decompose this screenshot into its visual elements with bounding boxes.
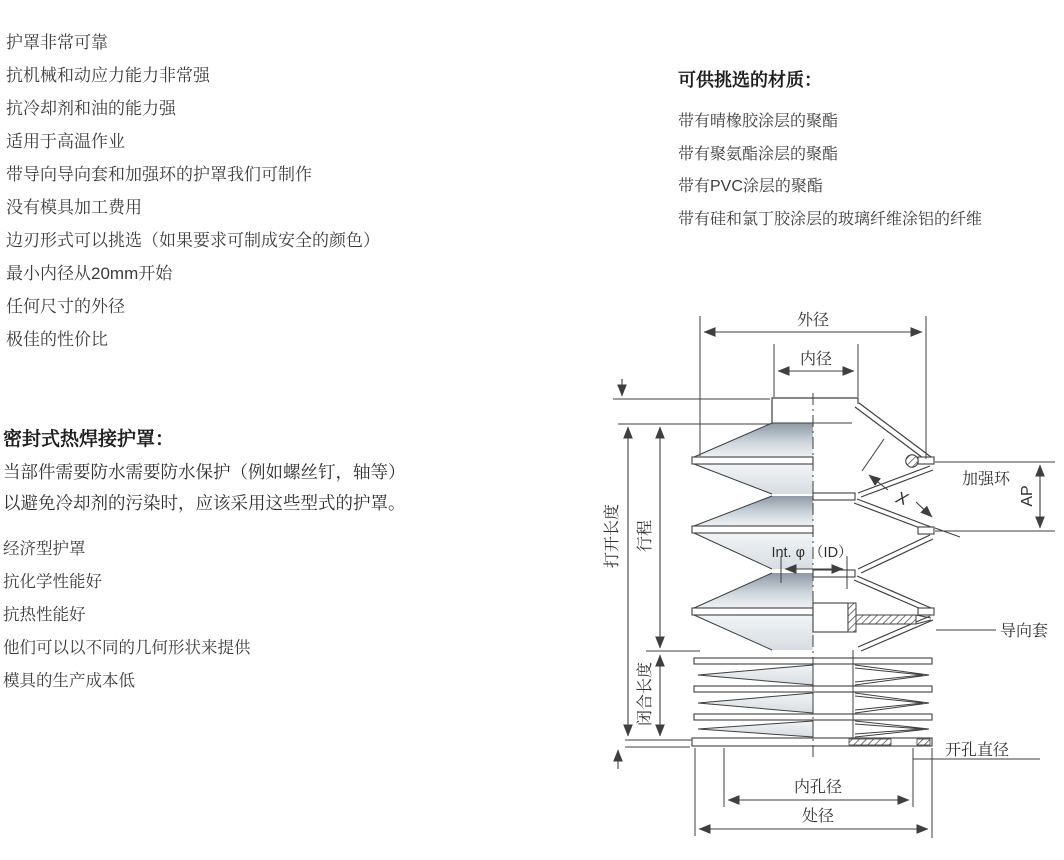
- feature-item: 没有模具加工费用: [6, 198, 142, 217]
- material-item: 带有PVC涂层的聚酯: [678, 178, 823, 195]
- feature-item: 带导向导向套和加强环的护罩我们可制作: [6, 165, 312, 184]
- material-item: 带有聚氨酯涂层的聚酯: [678, 145, 839, 163]
- dim-label-guide-sleeve: 导向套: [1000, 623, 1049, 640]
- material-item: 带有晴橡胶涂层的聚酯: [678, 113, 839, 130]
- dim-label-x: X: [893, 487, 911, 510]
- sealed-cover-item: 模具的生产成本低: [3, 672, 135, 690]
- feature-item: 抗冷却剂和油的能力强: [6, 99, 176, 118]
- dim-top-edge: [613, 379, 770, 424]
- dim-label-closed-length: 闭合长度: [637, 661, 654, 727]
- dim-stroke-length: [636, 427, 700, 651]
- reinforcement-ring-screw: [906, 455, 918, 467]
- dim-label-inner-hole-diameter: 内孔径: [793, 779, 843, 796]
- sealed-cover-heading: 密封式热焊接护罩：: [3, 429, 175, 450]
- sealed-cover-item: 他们可以以不同的几何形状来提供: [3, 639, 251, 657]
- sealed-cover-item: 经济型护罩: [3, 540, 86, 558]
- sealed-cover-description-line: 以避免冷却剂的污染时，应该采用这些型式的护罩。: [3, 493, 406, 513]
- dim-inner-diameter: [774, 344, 858, 397]
- bellows-top-collar: [772, 398, 858, 423]
- dim-label-opening-diameter: 开孔直径: [945, 742, 1010, 759]
- label-guide-sleeve: [936, 622, 1048, 640]
- dim-label-ap: AP: [1019, 485, 1036, 507]
- sealed-cover-item: 抗热性能好: [3, 606, 86, 624]
- feature-item: 极佳的性价比: [6, 330, 108, 349]
- guide-sleeve: [813, 603, 931, 632]
- feature-item: 任何尺寸的外径: [6, 297, 125, 316]
- dim-label-int-id: Int. φ （ID）: [771, 545, 853, 561]
- sealed-cover-item: 抗化学性能好: [3, 573, 102, 591]
- feature-item: 适用于高温作业: [6, 132, 125, 151]
- dim-label-inner-diameter: 内径: [799, 351, 833, 368]
- dim-label-bottom-outer-diameter: 处径: [801, 808, 835, 825]
- feature-item: 边刃形式可以挑选（如果要求可制成安全的颜色）: [6, 231, 380, 250]
- dim-label-stroke-length: 行程: [637, 519, 654, 553]
- feature-item: 抗机械和动应力能力非常强: [6, 66, 210, 85]
- dim-x: [862, 439, 960, 537]
- label-reinforcement-ring: [962, 470, 1011, 488]
- dim-bottom-edge: [618, 740, 692, 769]
- dim-bottom-outer-diameter: [699, 807, 928, 829]
- dim-label-reinforcement-ring: 加强环: [962, 471, 1011, 488]
- materials-heading: 可供挑选的材质：: [678, 70, 822, 90]
- dim-closed-length: [636, 655, 660, 736]
- material-item: 带有硅和氯丁胶涂层的玻璃纤维涂铝的纤维: [678, 210, 983, 228]
- dim-open-length: [603, 427, 628, 736]
- sealed-cover-description-line: 当部件需要防水需要防水保护（例如螺丝钉，轴等）: [3, 462, 406, 482]
- dim-label-open-length: 打开长度: [604, 503, 621, 569]
- feature-item: 最小内径从20mm开始: [6, 264, 173, 283]
- bottom-flange: [692, 738, 932, 746]
- feature-item: 护罩非常可靠: [6, 33, 108, 52]
- dim-label-outer-diameter: 外径: [796, 312, 830, 329]
